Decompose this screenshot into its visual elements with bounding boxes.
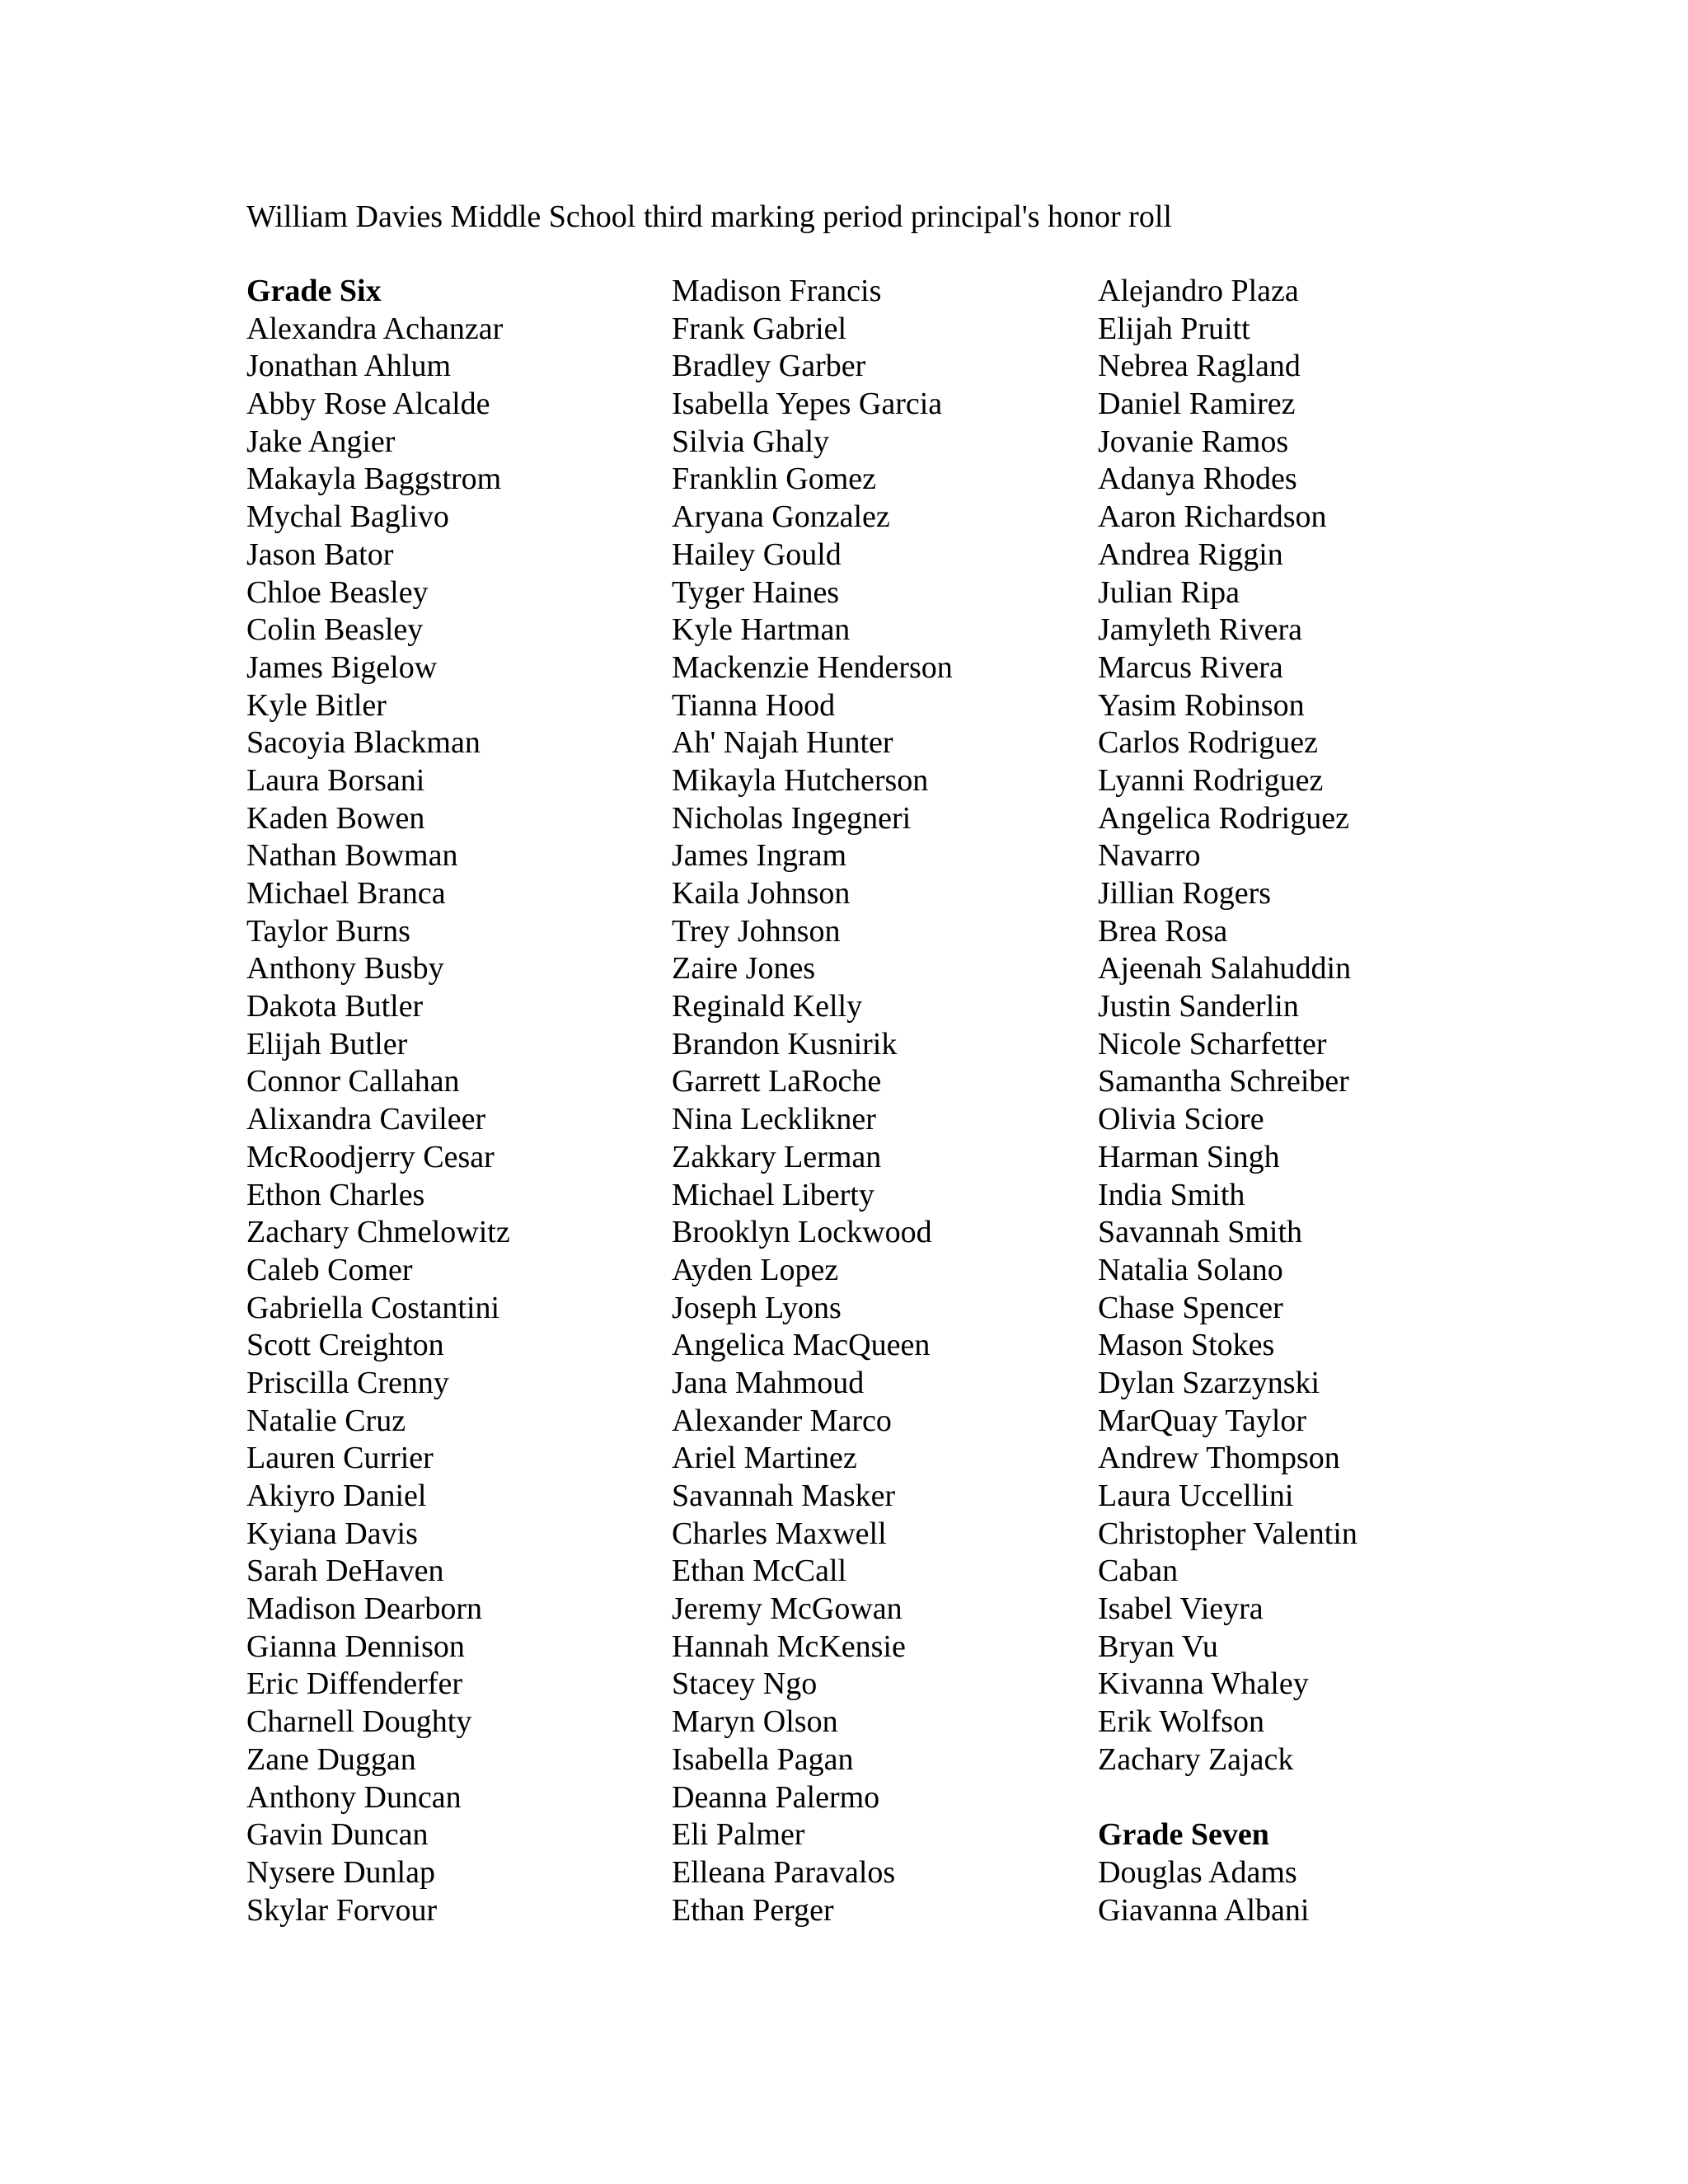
student-name: Garrett LaRoche [672,1064,882,1099]
grade-heading: Grade Six [246,274,382,308]
student-name: Anthony Duncan [246,1779,462,1815]
student-name: Navarro [1098,838,1201,874]
student-name: MarQuay Taylor [1098,1403,1307,1438]
student-name: Hannah McKensie [672,1629,906,1664]
student-name: Chase Spencer [1098,1290,1283,1325]
student-name: Zaire Jones [672,951,816,987]
student-name: Ajeenah Salahuddin [1098,951,1352,987]
student-name: Julian Ripa [1098,574,1240,610]
student-name: Yasim Robinson [1098,687,1305,723]
student-name: Christopher Valentin [1098,1516,1357,1551]
student-name: Scott Creighton [246,1328,444,1363]
spacer [1098,1779,1510,1817]
student-name: Connor Callahan [246,1064,460,1099]
column-3 [1098,273,1510,1929]
student-name: Priscilla Crenny [246,1365,449,1400]
student-name: Olivia Sciore [1098,1102,1264,1137]
student-name: Justin Sanderlin [1098,989,1299,1024]
student-name: Giavanna Albani [1098,1892,1310,1928]
student-name: Brandon Kusnirik [672,1026,898,1062]
student-name: Hailey Gould [672,537,842,572]
student-name: Harman Singh [1098,1139,1280,1174]
student-name: Angelica Rodriguez [1098,800,1349,836]
student-name: Deanna Palermo [672,1779,880,1815]
student-name: Sarah DeHaven [246,1554,444,1589]
student-name: Reginald Kelly [672,989,863,1024]
student-name: Dakota Butler [246,989,424,1024]
student-name: Kyle Bitler [246,687,387,723]
student-name: Ethon Charles [246,1177,425,1212]
student-name: Makayla Baggstrom [246,462,502,497]
student-name: Joseph Lyons [672,1290,842,1325]
student-name: Jillian Rogers [1098,876,1272,911]
student-name: Aaron Richardson [1098,499,1327,535]
student-name: Isabella Yepes Garcia [672,387,943,422]
student-name: Carlos Rodriguez [1098,725,1319,761]
student-name: Frank Gabriel [672,311,847,346]
student-name: Marcus Rivera [1098,649,1283,685]
student-name: Jeremy McGowan [672,1591,903,1627]
student-name: Bradley Garber [672,349,866,384]
student-name: Jovanie Ramos [1098,424,1289,459]
student-name: Eli Palmer [672,1817,805,1853]
student-name: Kyiana Davis [246,1516,418,1551]
student-name: Angelica MacQueen [672,1328,931,1363]
student-name: Abby Rose Alcalde [246,387,490,422]
student-name: Ethan Perger [672,1892,834,1928]
student-name: Charnell Doughty [246,1704,472,1740]
student-name: James Bigelow [246,649,438,685]
student-name: Trey Johnson [672,913,841,949]
student-name: Caban [1098,1554,1179,1589]
student-name: Douglas Adams [1098,1854,1297,1890]
student-name: Taylor Burns [246,913,410,949]
page-title: William Davies Middle School third marking period principal's honor roll [246,199,1172,234]
student-name: Nicole Scharfetter [1098,1026,1327,1062]
student-name: Isabella Pagan [672,1741,854,1777]
student-name: Kaden Bowen [246,800,425,836]
student-name: Savannah Smith [1098,1215,1303,1250]
student-name: Alixandra Cavileer [246,1102,486,1137]
student-name: Silvia Ghaly [672,424,830,459]
student-name: Samantha Schreiber [1098,1064,1349,1099]
student-name: Bryan Vu [1098,1629,1218,1664]
student-name: Zachary Zajack [1098,1741,1294,1777]
student-name: Dylan Szarzynski [1098,1365,1320,1400]
student-name: Tianna Hood [672,687,836,723]
student-name: Franklin Gomez [672,462,877,497]
student-name: Nysere Dunlap [246,1854,435,1890]
student-name: Gavin Duncan [246,1817,429,1853]
student-name: Zachary Chmelowitz [246,1215,510,1250]
student-name: Tyger Haines [672,574,840,610]
student-name: Madison Francis [672,274,882,308]
student-name: Andrew Thompson [1098,1441,1340,1476]
student-name: Michael Liberty [672,1177,874,1212]
student-name: Caleb Comer [246,1252,413,1287]
student-name: Gabriella Costantini [246,1290,500,1325]
student-name: Alexander Marco [672,1403,892,1438]
student-name: Mackenzie Henderson [672,649,953,685]
student-name: Kaila Johnson [672,876,851,911]
student-name: Ethan McCall [672,1554,847,1589]
student-name: Adanya Rhodes [1098,462,1297,497]
student-name: Michael Branca [246,876,446,911]
student-name: Skylar Forvour [246,1892,438,1928]
student-name: Natalia Solano [1098,1252,1283,1287]
student-name: Lyanni Rodriguez [1098,762,1324,798]
student-name: James Ingram [672,838,847,874]
student-name: Daniel Ramirez [1098,387,1296,422]
student-name: Nathan Bowman [246,838,458,874]
student-name: India Smith [1098,1177,1245,1212]
student-name: Laura Uccellini [1098,1479,1294,1513]
student-name: Ah' Najah Hunter [672,725,893,761]
student-name: Zane Duggan [246,1741,416,1777]
student-name: Mason Stokes [1098,1328,1275,1363]
student-name: Gianna Dennison [246,1629,465,1664]
student-name: McRoodjerry Cesar [246,1139,495,1174]
student-name: Eric Diffenderfer [246,1666,462,1702]
student-name: Erik Wolfson [1098,1704,1265,1740]
student-name: Maryn Olson [672,1704,838,1740]
student-name: Madison Dearborn [246,1591,482,1627]
column-1 [246,273,659,1929]
student-name: Chloe Beasley [246,574,429,610]
student-name: Stacey Ngo [672,1666,818,1702]
student-name: Elijah Butler [246,1026,408,1062]
student-name: Natalie Cruz [246,1403,406,1438]
student-name: Brooklyn Lockwood [672,1215,932,1250]
student-name: Charles Maxwell [672,1516,887,1551]
student-name: Nebrea Ragland [1098,349,1301,384]
student-name: Kyle Hartman [672,612,851,648]
student-name: Ariel Martinez [672,1441,857,1476]
grade-heading: Grade Seven [1098,1817,1269,1853]
student-name: Savannah Masker [672,1479,896,1513]
student-name: Anthony Busby [246,951,444,987]
student-name: Laura Borsani [246,762,425,798]
student-name: Mychal Baglivo [246,499,449,535]
student-name: Mikayla Hutcherson [672,762,929,798]
student-name: Alexandra Achanzar [246,311,504,346]
student-name: Zakkary Lerman [672,1139,882,1174]
student-name: Andrea Riggin [1098,537,1283,572]
student-name: Aryana Gonzalez [672,499,890,535]
student-name: Isabel Vieyra [1098,1591,1264,1627]
student-name: Jonathan Ahlum [246,349,452,384]
student-name: Jake Angier [246,424,396,459]
student-name: Kivanna Whaley [1098,1666,1309,1702]
student-name: Colin Beasley [246,612,424,648]
student-name: Jason Bator [246,537,394,572]
student-name: Alejandro Plaza [1098,274,1299,308]
student-name: Nina Lecklikner [672,1102,876,1137]
student-name: Elleana Paravalos [672,1854,896,1890]
student-name: Elijah Pruitt [1098,311,1250,346]
student-name: Sacoyia Blackman [246,725,481,761]
student-name: Lauren Currier [246,1441,434,1476]
student-name: Ayden Lopez [672,1252,839,1287]
student-name: Akiyro Daniel [246,1479,427,1513]
student-name: Nicholas Ingegneri [672,800,912,836]
student-name: Jamyleth Rivera [1098,612,1302,648]
student-name: Jana Mahmoud [672,1365,865,1400]
student-name: Brea Rosa [1098,913,1228,949]
column-2 [672,273,1084,1929]
